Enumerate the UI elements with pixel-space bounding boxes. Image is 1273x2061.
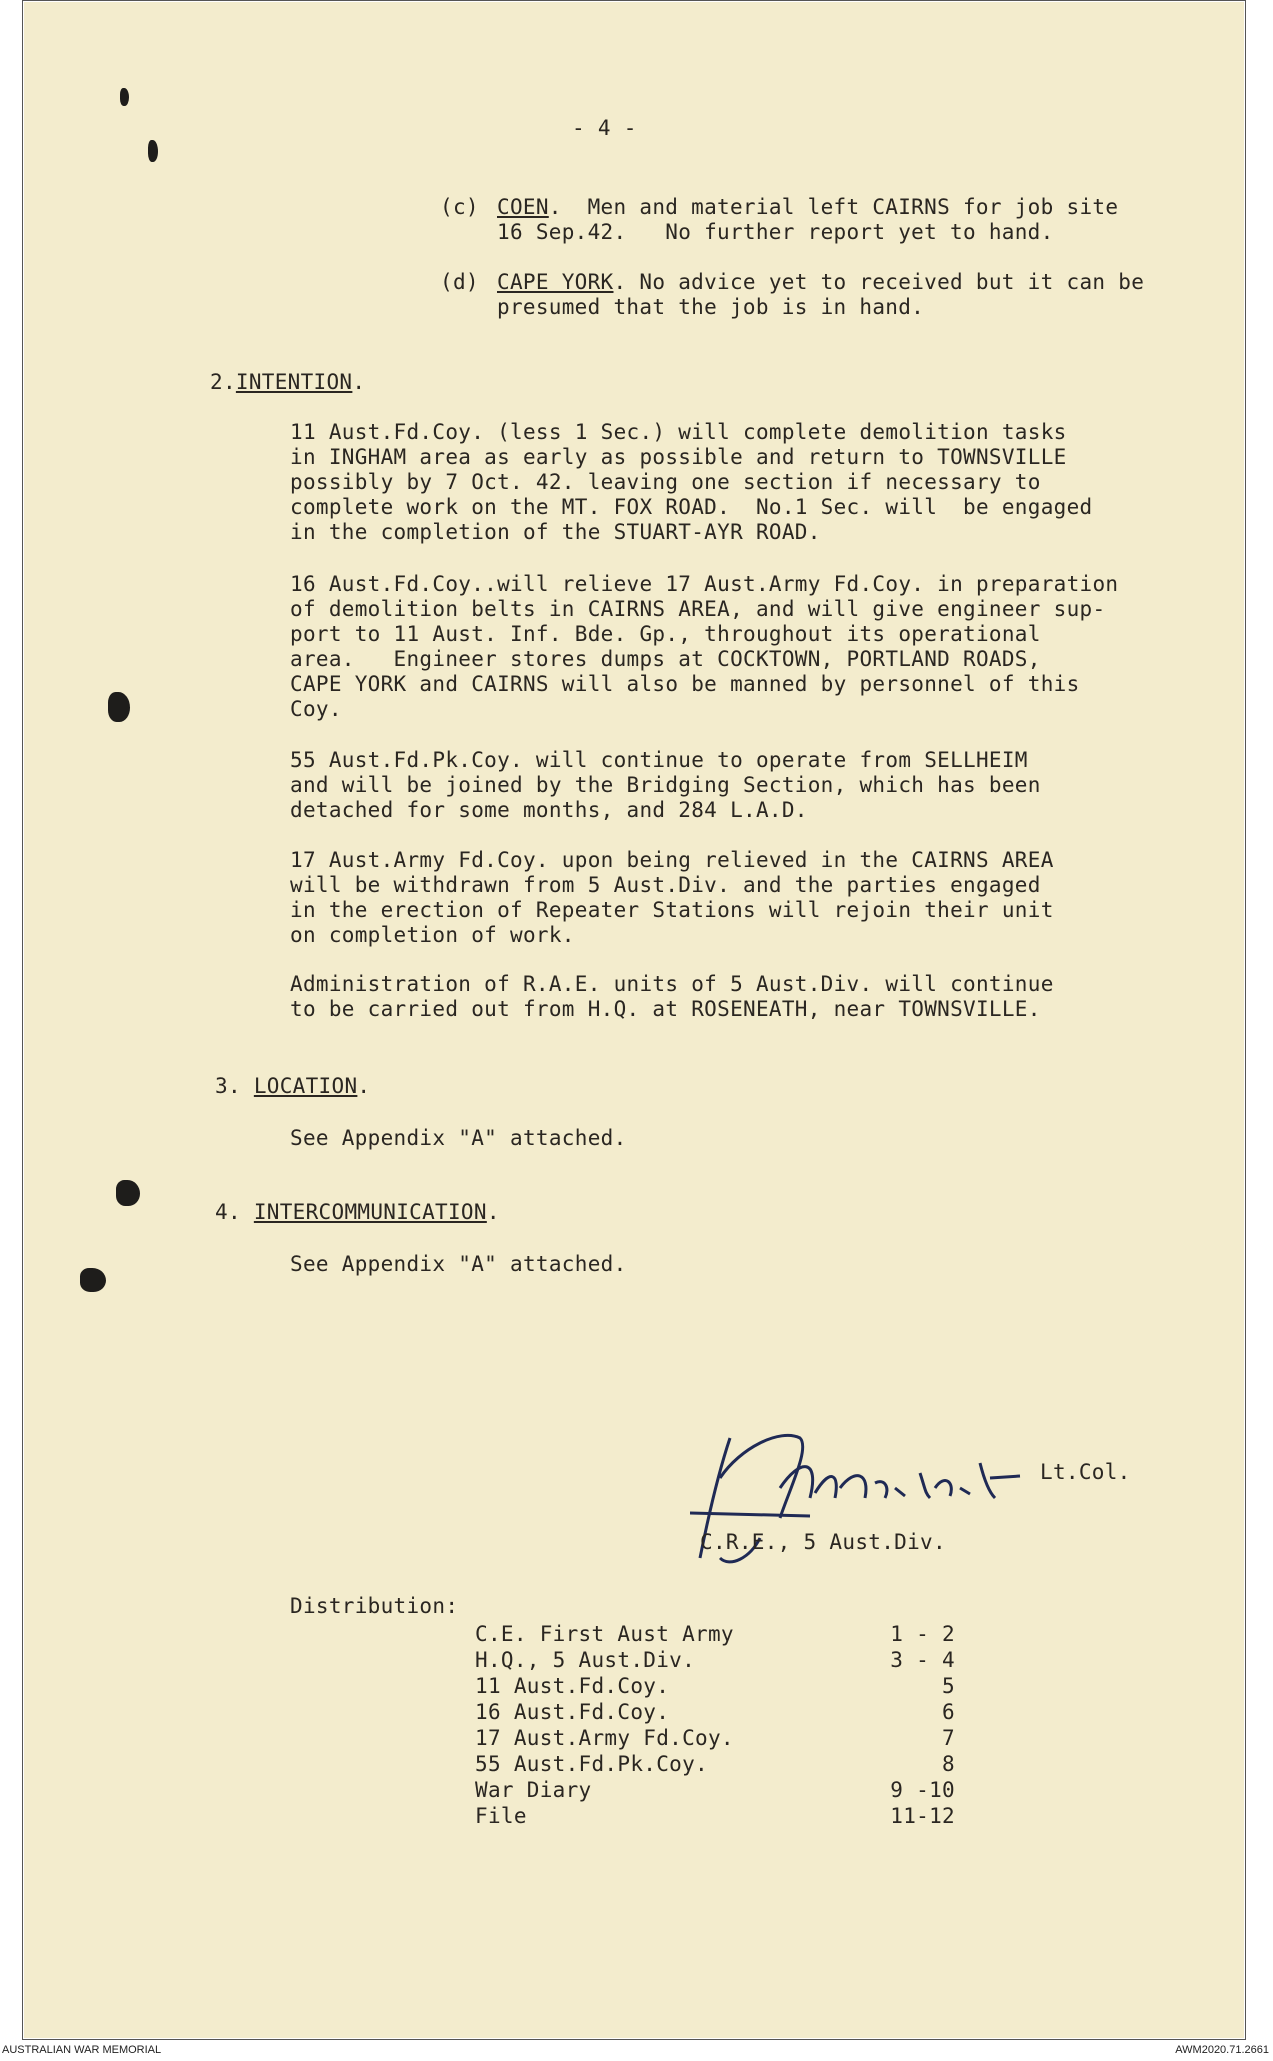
distribution-copies: 7: [942, 1726, 955, 1750]
distribution-row: [475, 1700, 955, 1725]
damage-mark: [108, 692, 130, 722]
section-location-heading: 3. LOCATION.: [215, 1074, 371, 1098]
item-d-line2: presumed that the job is in hand.: [497, 295, 925, 319]
section-intercom-heading: 4. INTERCOMMUNICATION.: [215, 1200, 500, 1224]
intention-para2-line: Coy.: [290, 697, 342, 721]
distribution-row: [475, 1674, 955, 1699]
intention-para1-line: possibly by 7 Oct. 42. leaving one section if necessary to: [290, 470, 1041, 494]
distribution-recipient: 55 Aust.Fd.Pk.Coy.: [475, 1752, 708, 1776]
distribution-copies: 11-12: [890, 1804, 955, 1828]
intention-para1-line: 11 Aust.Fd.Coy. (less 1 Sec.) will complete demolition tasks: [290, 420, 1067, 444]
distribution-row: [475, 1778, 955, 1803]
damage-mark: [80, 1268, 106, 1292]
distribution-recipient: War Diary: [475, 1778, 592, 1802]
intention-para2-line: 16 Aust.Fd.Coy..will relieve 17 Aust.Army Fd.Coy. in preparation: [290, 572, 1119, 596]
distribution-copies: 6: [942, 1700, 955, 1724]
distribution-copies: 1 - 2: [890, 1622, 955, 1646]
footer-right: AWM2020.71.2661: [1175, 2044, 1269, 2056]
distribution-copies: 5: [942, 1674, 955, 1698]
item-c-marker: (c): [440, 195, 479, 219]
distribution-row: [475, 1726, 955, 1751]
item-d-line1: [497, 270, 1144, 295]
footer-left: AUSTRALIAN WAR MEMORIAL: [2, 2044, 162, 2056]
intention-para3-line: detached for some months, and 284 L.A.D.: [290, 798, 808, 822]
item-d-place: CAPE YORK: [497, 270, 614, 294]
intention-para4-line: on completion of work.: [290, 923, 575, 947]
intention-para1-line: in the completion of the STUART-AYR ROAD.: [290, 520, 821, 544]
distribution-recipient: H.Q., 5 Aust.Div.: [475, 1648, 696, 1672]
section-title: INTENTION: [235, 370, 353, 394]
distribution-recipient: 17 Aust.Army Fd.Coy.: [475, 1726, 734, 1750]
intention-para3-line: 55 Aust.Fd.Pk.Coy. will continue to operate from SELLHEIM: [290, 748, 1028, 772]
section-title: INTERCOMMUNICATION: [253, 1200, 487, 1224]
intention-para2-line: of demolition belts in CAIRNS AREA, and will give engineer sup-: [290, 597, 1106, 621]
intention-para3-line: and will be joined by the Bridging Section, which has been: [290, 773, 1041, 797]
signatory-rank: Lt.Col.: [1040, 1460, 1131, 1484]
distribution-copies: 8: [942, 1752, 955, 1776]
intention-para2-line: port to 11 Aust. Inf. Bde. Gp., throughout its operational: [290, 622, 1041, 646]
distribution-row: [475, 1622, 955, 1647]
distribution-label: Distribution:: [290, 1594, 459, 1618]
item-c-line2: 16 Sep.42. No further report yet to hand.: [497, 220, 1054, 244]
item-d-text: . No advice yet to received but it can be: [613, 270, 1145, 294]
item-d-marker: (d): [440, 270, 479, 294]
intention-para1-line: in INGHAM area as early as possible and return to TOWNSVILLE: [290, 445, 1067, 469]
intention-para2-line: area. Engineer stores dumps at COCKTOWN, PORTLAND ROADS,: [290, 647, 1041, 671]
distribution-row: [475, 1648, 955, 1673]
location-text: See Appendix "A" attached.: [290, 1126, 627, 1150]
damage-mark: [120, 88, 129, 106]
section-intention-heading: 2.INTENTION.: [210, 370, 366, 394]
signatory-office: C.R.E., 5 Aust.Div.: [700, 1530, 946, 1554]
section-number: 4.: [215, 1200, 241, 1224]
item-c-line1: [497, 195, 1118, 220]
intention-para1-line: complete work on the MT. FOX ROAD. No.1 Sec. will be engaged: [290, 495, 1093, 519]
damage-mark: [148, 140, 158, 162]
distribution-recipient: 11 Aust.Fd.Coy.: [475, 1674, 670, 1698]
distribution-copies: 9 -10: [890, 1778, 955, 1802]
item-c-text: . Men and material left CAIRNS for job site: [548, 195, 1119, 219]
intention-para4-line: in the erection of Repeater Stations will rejoin their unit: [290, 898, 1054, 922]
distribution-copies: 3 - 4: [890, 1648, 955, 1672]
section-number: 3.: [215, 1074, 241, 1098]
section-number: 2.: [210, 370, 236, 394]
intention-para4-line: will be withdrawn from 5 Aust.Div. and the parties engaged: [290, 873, 1041, 897]
damage-mark: [116, 1180, 140, 1206]
section-title: LOCATION: [253, 1074, 358, 1098]
intention-para4-line: 17 Aust.Army Fd.Coy. upon being relieved in the CAIRNS AREA: [290, 848, 1054, 872]
distribution-recipient: 16 Aust.Fd.Coy.: [475, 1700, 670, 1724]
distribution-recipient: File: [475, 1804, 527, 1828]
item-c-place: COEN: [497, 195, 549, 219]
distribution-row: [475, 1804, 955, 1829]
intention-para5-line: Administration of R.A.E. units of 5 Aust.Div. will continue: [290, 972, 1054, 996]
intention-para2-line: CAPE YORK and CAIRNS will also be manned by personnel of this: [290, 672, 1080, 696]
page-number: - 4 -: [572, 116, 637, 140]
intercom-text: See Appendix "A" attached.: [290, 1252, 627, 1276]
distribution-recipient: C.E. First Aust Army: [475, 1622, 734, 1646]
distribution-row: [475, 1752, 955, 1777]
intention-para5-line: to be carried out from H.Q. at ROSENEATH, near TOWNSVILLE.: [290, 997, 1041, 1021]
